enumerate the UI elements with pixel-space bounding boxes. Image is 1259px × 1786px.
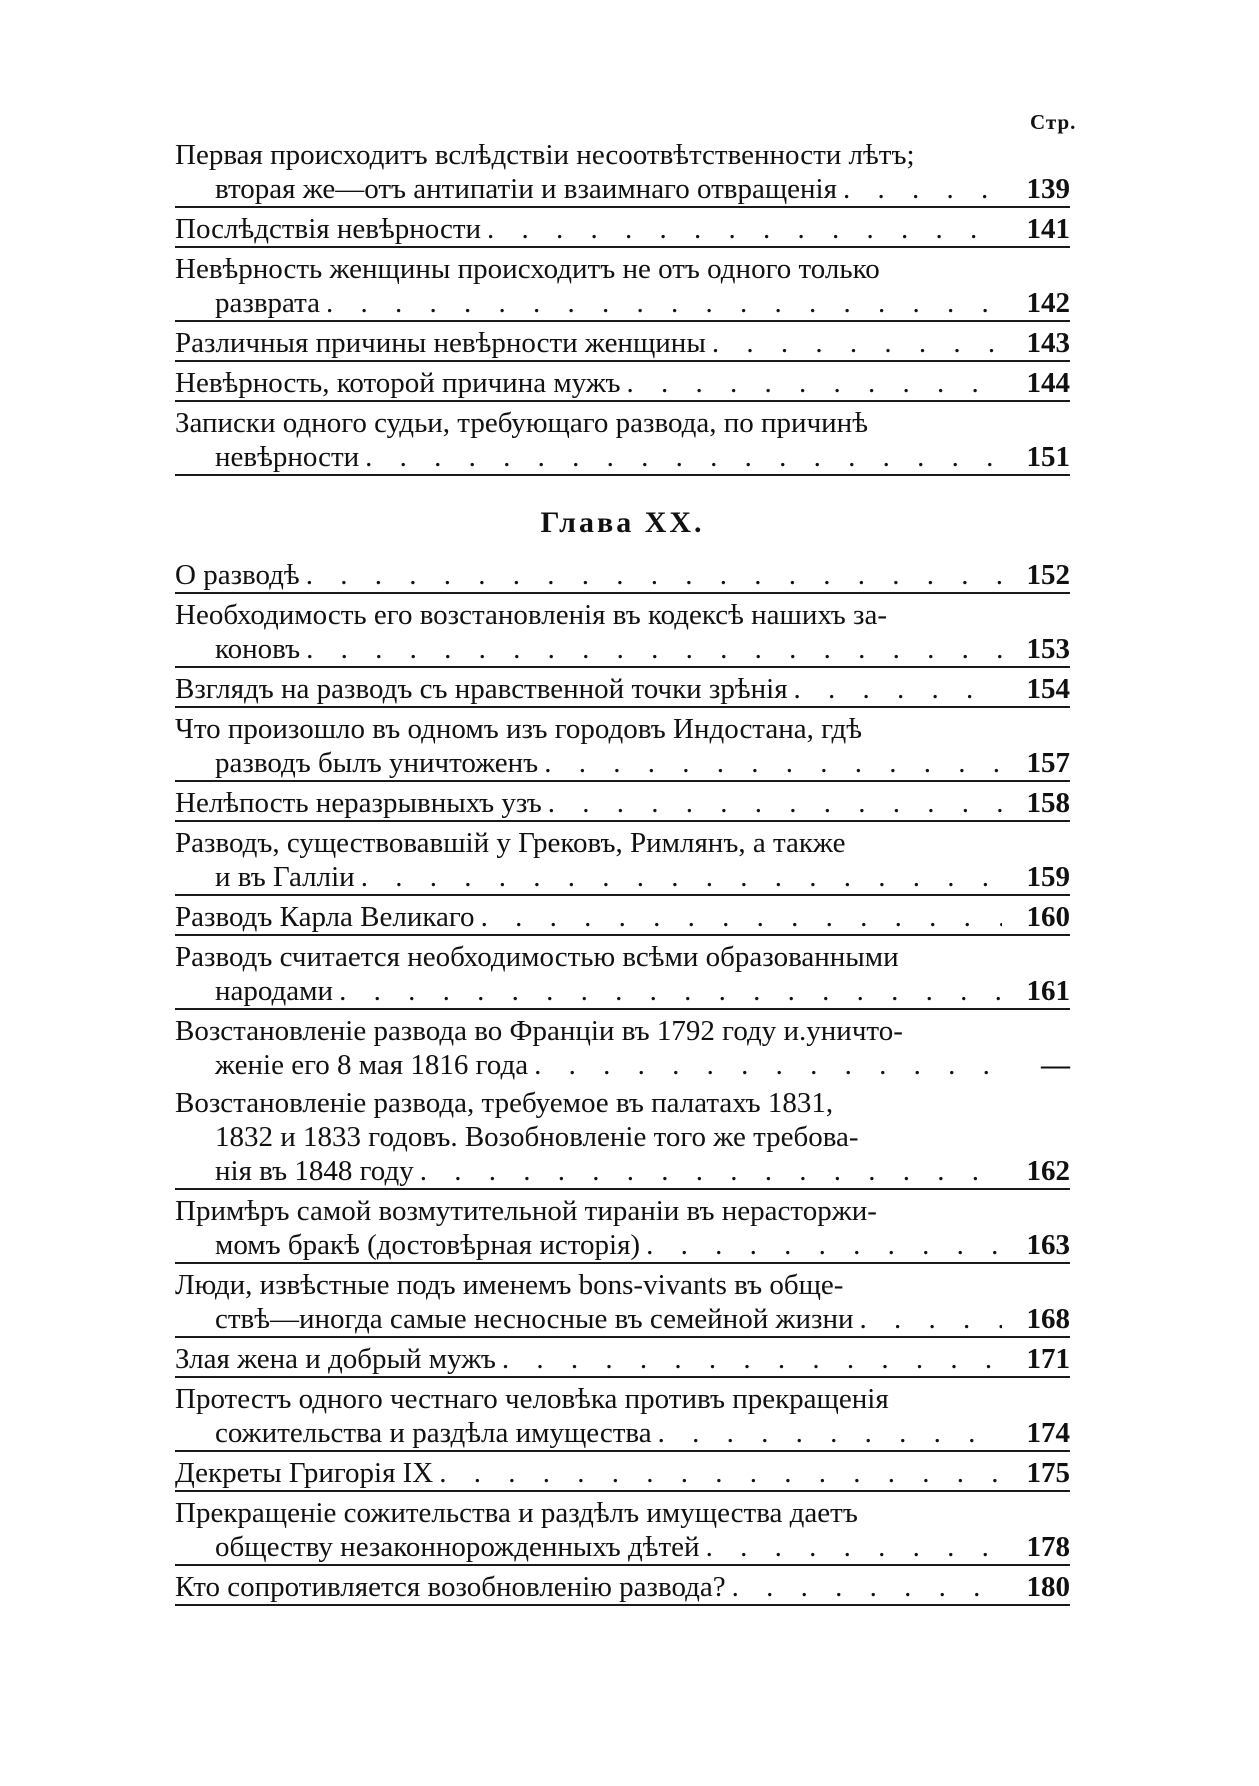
page-number: 175 <box>1026 1457 1070 1489</box>
toc-entry-line <box>175 598 1070 632</box>
toc-entry-line <box>175 1268 1070 1302</box>
toc-entry-text: вторая же—отъ антипатіи и взаимнаго отвращенія <box>215 173 837 205</box>
toc-entry-line <box>175 974 1070 1008</box>
toc-entry-text: Различныя причины невѣрности женщины <box>175 327 706 359</box>
toc-entry-text: Злая жена и добрый мужъ <box>175 1343 496 1375</box>
toc-entry-line <box>175 558 1070 592</box>
toc-entry-line <box>175 1086 1070 1120</box>
toc-entry <box>175 786 1070 822</box>
dot-leader <box>306 632 1002 666</box>
toc-entry-text: Разводъ Карла Великаго <box>175 901 475 933</box>
chapter-heading: Глава XX. <box>540 506 705 539</box>
dot-leader <box>481 900 1002 934</box>
toc-entry <box>175 712 1070 782</box>
toc-entry <box>175 1014 1070 1082</box>
toc-entry <box>175 826 1070 896</box>
page-number: 144 <box>1026 367 1070 399</box>
page-number: 163 <box>1026 1229 1070 1261</box>
toc-entry-line <box>175 1382 1070 1416</box>
toc-entry-text: О разводѣ <box>175 559 300 591</box>
toc-entry-text: народами <box>215 975 334 1007</box>
dot-leader <box>658 1416 1002 1450</box>
dot-leader <box>712 326 1002 360</box>
toc-entry-text: Необходимость его возстановленія въ кодексѣ нашихъ за- <box>175 599 887 631</box>
toc-entry <box>175 558 1070 594</box>
toc-entry-text: разводъ былъ уничтоженъ <box>215 747 539 779</box>
page-number: 161 <box>1026 975 1070 1007</box>
toc-entry-text: ствѣ—иногда самые несносные въ семейной жизни <box>215 1303 854 1335</box>
toc-entry-text: Записки одного судьи, требующаго развода, по причинѣ <box>175 407 868 439</box>
toc-entry-line <box>175 860 1070 894</box>
dot-leader <box>860 1302 1002 1336</box>
toc-entry-text: Послѣдствія невѣрности <box>175 213 482 245</box>
dot-leader <box>544 746 1002 780</box>
dot-leader <box>732 1570 1002 1604</box>
dot-leader <box>646 1228 1002 1262</box>
toc-entry-text: Декреты Григорія IX <box>175 1457 434 1489</box>
toc-entry-line <box>175 632 1070 666</box>
dot-leader <box>420 1154 1002 1188</box>
dot-leader <box>361 860 1002 894</box>
toc-entry-line <box>175 940 1070 974</box>
dot-leader <box>439 1456 1002 1490</box>
toc-entry-text: Что произошло въ одномъ изъ городовъ Индостана, гдѣ <box>175 713 863 745</box>
toc-entry-line <box>175 1342 1070 1376</box>
dot-leader <box>487 212 1002 246</box>
toc-entry-line <box>175 252 1070 286</box>
toc-entry-line <box>175 1154 1070 1188</box>
page-number: 151 <box>1026 441 1070 473</box>
page-number: 139 <box>1026 173 1070 205</box>
page-number: 158 <box>1026 787 1070 819</box>
toc-entry-line <box>175 1530 1070 1564</box>
toc-entry-line <box>175 826 1070 860</box>
toc-entry-text: невѣрности <box>215 441 360 473</box>
toc-entry-text: Взглядъ на разводъ съ нравственной точки зрѣнія <box>175 673 788 705</box>
toc-entry <box>175 212 1070 248</box>
toc-entry-line <box>175 172 1070 206</box>
toc-entry-text: Возстановленіе развода, требуемое въ палатахъ 1831, <box>175 1087 834 1119</box>
toc-entry-line <box>175 1416 1070 1450</box>
toc-entry-text: момъ бракѣ (достовѣрная исторія) <box>215 1229 641 1261</box>
toc-entry-text: женіе его 8 мая 1816 года <box>215 1049 529 1081</box>
toc-entry-line <box>175 1014 1070 1048</box>
page-number: 142 <box>1026 287 1070 319</box>
page-number: 153 <box>1026 633 1070 665</box>
toc-entry-line <box>175 138 1070 172</box>
toc-entry <box>175 138 1070 208</box>
toc-entry-text: Возстановленіе развода во Франціи въ 1792 году и.уничто- <box>175 1015 903 1047</box>
toc-entry-text: Кто сопротивляется возобновленію развода? <box>175 1571 726 1603</box>
toc-entry-line <box>175 1302 1070 1336</box>
toc-chapter-xx <box>175 558 1070 1610</box>
toc-entry-text: Невѣрность женщины происходитъ не отъ одного только <box>175 253 880 285</box>
toc-entry <box>175 672 1070 708</box>
toc-entry-text: обществу незаконнорожденныхъ дѣтей <box>215 1531 700 1563</box>
toc-entry-text: разврата <box>215 287 321 319</box>
toc-entry-line <box>175 406 1070 440</box>
dot-leader <box>502 1342 1002 1376</box>
toc-entry-line <box>175 440 1070 474</box>
toc-entry-line <box>175 326 1070 360</box>
toc-entry-text: Люди, извѣстные подъ именемъ bons-vivants въ обще- <box>175 1269 844 1301</box>
page-number: 171 <box>1026 1343 1070 1375</box>
dot-leader <box>706 1530 1002 1564</box>
toc-entry-line <box>175 786 1070 820</box>
dot-leader <box>626 366 1002 400</box>
toc-entry-line <box>175 1194 1070 1228</box>
page-number: — <box>1041 1049 1070 1081</box>
dot-leader <box>306 558 1002 592</box>
dot-leader <box>534 1048 1002 1082</box>
toc-entry-text: Разводъ считается необходимостью всѣми образованными <box>175 941 899 973</box>
toc-entry-line <box>175 672 1070 706</box>
page-number: 180 <box>1026 1571 1070 1603</box>
page-number: 152 <box>1026 559 1070 591</box>
toc-entry-text: 1832 и 1833 годовъ. Возобновленіе того же требова- <box>215 1121 859 1153</box>
toc-entry-line <box>175 1120 1070 1154</box>
page-number: 160 <box>1026 901 1070 933</box>
page-number: 143 <box>1026 327 1070 359</box>
toc-entry <box>175 1086 1070 1190</box>
toc-entry-text: Протестъ одного честнаго человѣка противъ прекращенія <box>175 1383 889 1415</box>
toc-entry <box>175 940 1070 1010</box>
toc-entry-line <box>175 746 1070 780</box>
toc-entry-text: Невѣрность, которой причина мужъ <box>175 367 621 399</box>
toc-entry-line <box>175 286 1070 320</box>
dot-leader <box>365 440 1002 474</box>
page-number: 141 <box>1026 213 1070 245</box>
toc-entry <box>175 326 1070 362</box>
dot-leader <box>548 786 1002 820</box>
toc-entry-text: Прекращеніе сожительства и раздѣлъ имущества даетъ <box>175 1497 858 1529</box>
page-number: 174 <box>1026 1417 1070 1449</box>
toc-section-top <box>175 138 1070 480</box>
page-number: 159 <box>1026 861 1070 893</box>
dot-leader <box>794 672 1002 706</box>
toc-entry <box>175 1382 1070 1452</box>
page-number: 178 <box>1026 1531 1070 1563</box>
page-number: 157 <box>1026 747 1070 779</box>
dot-leader <box>326 286 1002 320</box>
toc-entry-line <box>175 1048 1070 1082</box>
dot-leader <box>843 172 1002 206</box>
toc-entry <box>175 1342 1070 1378</box>
toc-entry-text: Примѣръ самой возмутительной тираніи въ нерасторжи- <box>175 1195 877 1227</box>
toc-entry <box>175 252 1070 322</box>
toc-entry-text: Нелѣпость неразрывныхъ узъ <box>175 787 542 819</box>
toc-entry-text: Разводъ, существовавшій у Грековъ, Римлянъ, а также <box>175 827 846 859</box>
page-number: 154 <box>1026 673 1070 705</box>
toc-entry <box>175 406 1070 476</box>
page-number: 168 <box>1026 1303 1070 1335</box>
toc-entry-line <box>175 900 1070 934</box>
toc-entry <box>175 1268 1070 1338</box>
toc-entry <box>175 598 1070 668</box>
toc-entry-line <box>175 1496 1070 1530</box>
toc-entry-line <box>175 1228 1070 1262</box>
toc-entry-line <box>175 1570 1070 1604</box>
page-column-label: Стр. <box>1030 110 1077 134</box>
page-number: 162 <box>1026 1155 1070 1187</box>
toc-entry-line <box>175 1456 1070 1490</box>
toc-entry-text: и въ Галліи <box>215 861 355 893</box>
toc-entry <box>175 900 1070 936</box>
toc-entry-text: нія въ 1848 году <box>215 1155 414 1187</box>
toc-entry-line <box>175 212 1070 246</box>
toc-entry-text: Первая происходитъ вслѣдствіи несоотвѣтственности лѣтъ; <box>175 139 915 171</box>
dot-leader <box>339 974 1002 1008</box>
toc-entry-text: коновъ <box>215 633 301 665</box>
toc-entry <box>175 366 1070 402</box>
toc-entry-line <box>175 366 1070 400</box>
toc-entry-text: сожительства и раздѣла имущества <box>215 1417 652 1449</box>
toc-entry <box>175 1570 1070 1606</box>
toc-entry-line <box>175 712 1070 746</box>
toc-entry <box>175 1496 1070 1566</box>
toc-entry <box>175 1456 1070 1492</box>
toc-entry <box>175 1194 1070 1264</box>
